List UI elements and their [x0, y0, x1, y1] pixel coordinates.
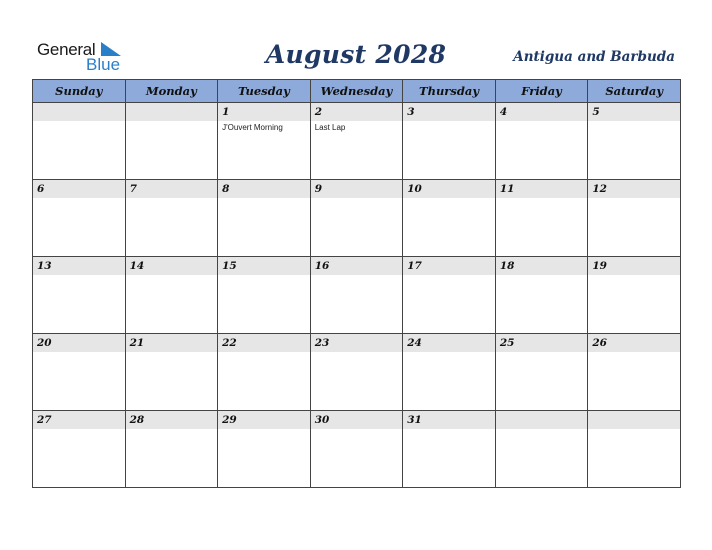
- day-number: 27: [33, 411, 125, 429]
- day-number: 28: [126, 411, 218, 429]
- day-number: 22: [218, 334, 310, 352]
- day-number: 23: [311, 334, 403, 352]
- day-number: 6: [33, 180, 125, 198]
- day-cell[interactable]: [403, 103, 496, 180]
- weekday-header: Saturday: [588, 80, 681, 103]
- day-cell[interactable]: [218, 257, 311, 334]
- weekday-header: Sunday: [33, 80, 126, 103]
- day-number: [33, 103, 125, 121]
- day-cell[interactable]: [33, 411, 126, 488]
- day-cell[interactable]: [33, 334, 126, 411]
- day-cell[interactable]: [218, 334, 311, 411]
- week-row: [33, 180, 681, 257]
- day-cell[interactable]: [588, 334, 681, 411]
- day-number: 8: [218, 180, 310, 198]
- weekday-header: Friday: [495, 80, 588, 103]
- weekday-header: Monday: [125, 80, 218, 103]
- day-number: 2: [311, 103, 403, 121]
- day-number: 31: [403, 411, 495, 429]
- day-cell[interactable]: [125, 257, 218, 334]
- day-number: 20: [33, 334, 125, 352]
- day-number: 1: [218, 103, 310, 121]
- day-number: 9: [311, 180, 403, 198]
- day-number: 30: [311, 411, 403, 429]
- day-number: 5: [588, 103, 680, 121]
- country-name: Antigua and Barbuda: [513, 49, 675, 65]
- day-number: 17: [403, 257, 495, 275]
- day-cell[interactable]: [125, 180, 218, 257]
- weekday-header-row: [33, 80, 681, 103]
- holiday-event: Last Lap: [314, 123, 346, 132]
- day-number: 25: [496, 334, 588, 352]
- day-cell[interactable]: [403, 180, 496, 257]
- weekday-header: Tuesday: [218, 80, 311, 103]
- day-cell[interactable]: [310, 180, 403, 257]
- day-cell[interactable]: [403, 334, 496, 411]
- day-number: 19: [588, 257, 680, 275]
- day-cell[interactable]: [310, 334, 403, 411]
- day-cell[interactable]: [588, 257, 681, 334]
- day-number: 11: [496, 180, 588, 198]
- logo-text-blue: Blue: [86, 55, 121, 74]
- day-number: 13: [33, 257, 125, 275]
- day-number: 10: [403, 180, 495, 198]
- logo-text-general: General: [37, 40, 96, 59]
- day-number: 16: [311, 257, 403, 275]
- holiday-event: J'Ouvert Morning: [222, 123, 283, 132]
- day-cell[interactable]: [588, 180, 681, 257]
- day-number: 29: [218, 411, 310, 429]
- weekday-header: Thursday: [403, 80, 496, 103]
- day-number: 26: [588, 334, 680, 352]
- day-number: 12: [588, 180, 680, 198]
- day-cell[interactable]: [33, 103, 126, 180]
- week-row: [33, 103, 681, 180]
- day-number: [496, 411, 588, 429]
- calendar-body: [33, 103, 681, 488]
- day-number: [126, 103, 218, 121]
- day-cell[interactable]: [495, 180, 588, 257]
- day-cell[interactable]: [218, 411, 311, 488]
- day-cell[interactable]: [495, 411, 588, 488]
- day-cell[interactable]: [495, 257, 588, 334]
- day-number: 18: [496, 257, 588, 275]
- week-row: [33, 257, 681, 334]
- day-cell[interactable]: [218, 180, 311, 257]
- day-cell[interactable]: [495, 334, 588, 411]
- day-cell[interactable]: [403, 411, 496, 488]
- day-number: [588, 411, 680, 429]
- day-number: 21: [126, 334, 218, 352]
- day-number: 7: [126, 180, 218, 198]
- day-number: 24: [403, 334, 495, 352]
- day-number: 3: [403, 103, 495, 121]
- day-cell[interactable]: [310, 411, 403, 488]
- week-row: [33, 334, 681, 411]
- day-cell[interactable]: [310, 257, 403, 334]
- week-row: [33, 411, 681, 488]
- page-title: August 2028: [265, 40, 447, 69]
- day-cell[interactable]: [218, 103, 311, 180]
- day-cell[interactable]: [588, 103, 681, 180]
- day-cell[interactable]: [33, 180, 126, 257]
- day-cell[interactable]: [310, 103, 403, 180]
- day-cell[interactable]: [588, 411, 681, 488]
- day-number: 14: [126, 257, 218, 275]
- day-cell[interactable]: [495, 103, 588, 180]
- day-number: 15: [218, 257, 310, 275]
- day-cell[interactable]: [33, 257, 126, 334]
- day-cell[interactable]: [125, 103, 218, 180]
- day-cell[interactable]: [125, 411, 218, 488]
- weekday-header: Wednesday: [310, 80, 403, 103]
- calendar-grid: [32, 79, 681, 488]
- day-cell[interactable]: [403, 257, 496, 334]
- day-number: 4: [496, 103, 588, 121]
- day-cell[interactable]: [125, 334, 218, 411]
